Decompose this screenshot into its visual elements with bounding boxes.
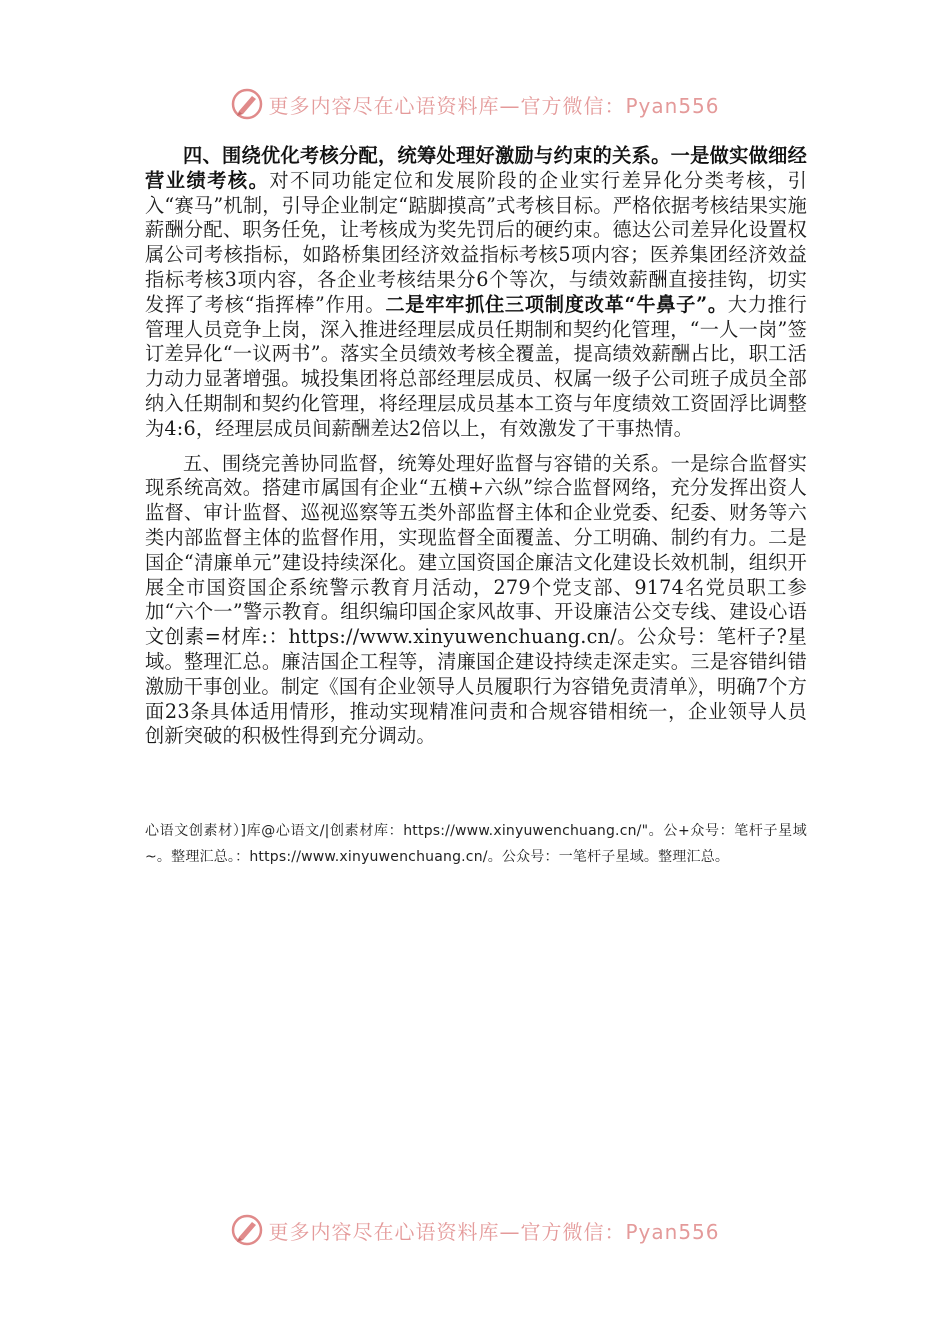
pen-logo-icon: [230, 1213, 264, 1247]
paragraph-assessment: 四、围绕优化考核分配，统筹处理好激励与约束的关系。一是做实做细经营业绩考核。对不同功能定位和发展阶段的企业实行差异化分类考核，引入“赛马”机制，引导企业制定“踮脚摸高”式考核目标。严格依据考核结果实施薪酬分配、职务任免，让考核成为奖先罚后的硬约束。德达公司差异化设置权属公司考核指标，如路桥集团经济效益指标考核5项内容；医养集团经济效益指标考核3项内容，各企业考核结果分6个等次，与绩效薪酬直接挂钩，切实发挥了考核“指挥棒”作用。二是牢牢抓住三项制度改革“牛鼻子”。大力推行管理人员竞争上岗，深入推进经理层成员任期制和契约化管理，“一人一岗”签订差异化“一议两书”。落实全员绩效考核全覆盖，提高绩效薪酬占比，职工活力动力显著增强。城投集团将总部经理层成员、权属一级子公司班子成员全部纳入任期制和契约化管理，将经理层成员基本工资与年度绩效工资固浮比调整为4:6，经理层成员间薪酬差达2倍以上，有效激发了干事热情。: [145, 144, 808, 440]
paragraph-supervision: 五、围绕完善协同监督，统筹处理好监督与容错的关系。一是综合监督实现系统高效。搭建市属国有企业“五横+六纵”综合监督网络，充分发挥出资人监督、审计监督、巡视巡察等五类外部监督主体和企业党委、纪委、财务等六类内部监督主体的监督作用，实现监督全面覆盖、分工明确、制约有力。二是国企“清廉单元”建设持续深化。建立国资国企廉洁文化建设长效机制，组织开展全市国资国企系统警示教育月活动，279个党支部、9174名党员职工参加“六个一”警示教育。组织编印国企家风故事、开设廉洁公交专线、建设心语文创素=材库:：https://www.xinyuwenchuang.cn/。公众号：笔杆子?星域。整理汇总。廉洁国企工程等，清廉国企建设持续走深走实。三是容错纠错激励干事创业。制定《国有企业领导人员履职行为容错免责清单》，明确7个方面23条具体适用情形，推动实现精准问责和合规容错相统一，企业领导人员创新突破的积极性得到充分调动。: [145, 451, 807, 748]
banner-text: 更多内容尽在心语资料库—官方微信：Pyan556: [268, 93, 720, 118]
watermark-note: 心语文创素材）]库@心语文/|创素材库：https://www.xinyuwenchuang.cn/"。公+众号：笔杆子星域~。整理汇总。：https://www.xinyuwenchuang.cn/。公众号：一笔杆子星域。整理汇总。: [145, 823, 807, 865]
header-banner: [0, 84, 950, 124]
pen-logo-icon: [230, 87, 264, 121]
banner-text: 更多内容尽在心语资料库—官方微信：Pyan556: [268, 1219, 720, 1244]
document-body: [145, 144, 807, 749]
footer-banner: [0, 1210, 950, 1250]
